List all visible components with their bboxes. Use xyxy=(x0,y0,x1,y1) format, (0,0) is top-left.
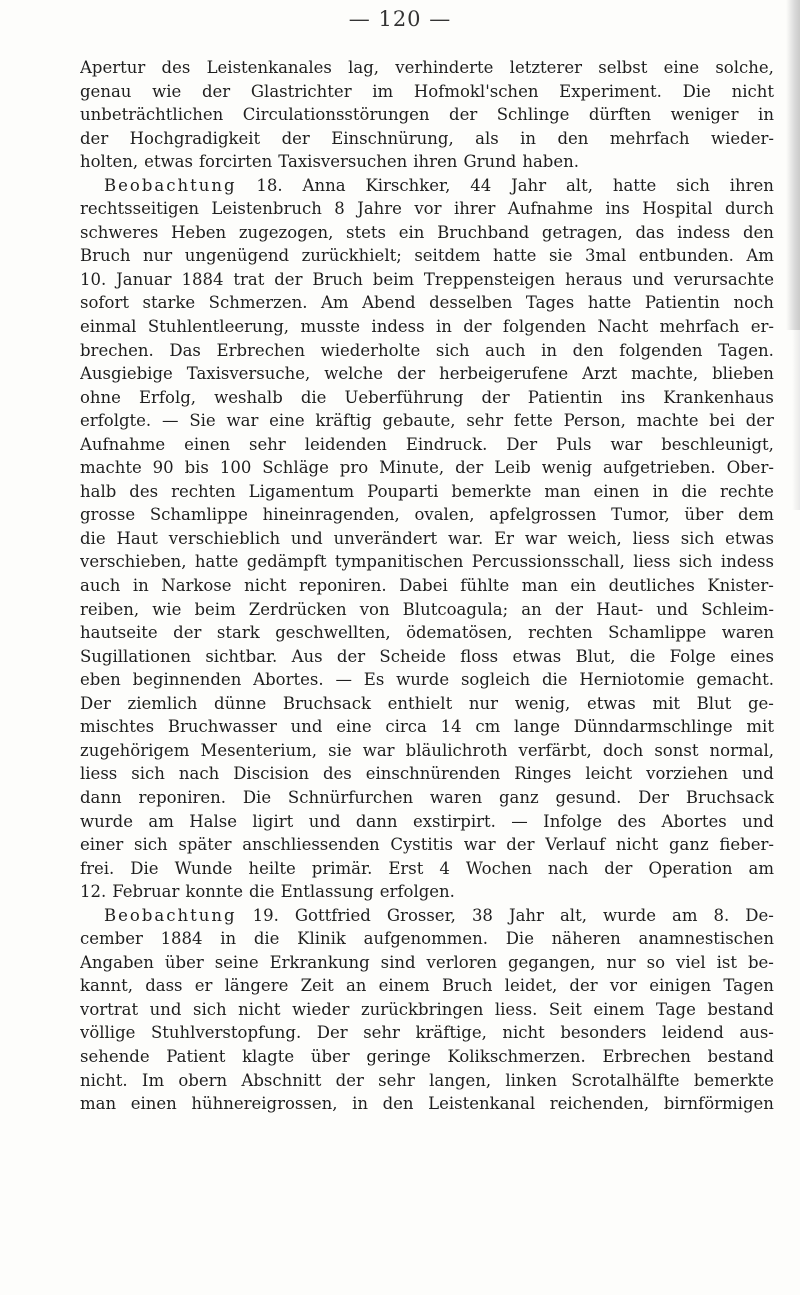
text-line: sehende Patient klagte über geringe Kolikschmerzen. Erbrechen bestand xyxy=(80,1046,774,1066)
text-line: dann reponiren. Die Schnürfurchen waren ganz gesund. Der Bruchsack xyxy=(80,787,774,807)
text-line: kannt, dass er längere Zeit an einem Bruch leidet, der vor einigen Tagen xyxy=(80,976,774,996)
text-line: verschieben, hatte gedämpft tympanitischen Percussionsschall, liess sich indess xyxy=(80,552,774,572)
text-line: Bruch nur ungenügend zurückhielt; seitdem hatte sie 3mal entbunden. Am xyxy=(80,246,774,266)
text-line: Sugillationen sichtbar. Aus der Scheide floss etwas Blut, die Folge eines xyxy=(80,646,774,666)
text-line: halb des rechten Ligamentum Pouparti bemerkte man einen in die rechte xyxy=(80,481,774,501)
text-line: sofort starke Schmerzen. Am Abend desselben Tages hatte Patientin noch xyxy=(80,293,774,313)
text-line: rechtsseitigen Leistenbruch 8 Jahre vor ihrer Aufnahme ins Hospital durch xyxy=(80,199,774,219)
text-line: wurde am Halse ligirt und dann exstirpirt. — Infolge des Abortes und xyxy=(80,811,774,831)
text-line: frei. Die Wunde heilte primär. Erst 4 Wochen nach der Operation am xyxy=(80,858,774,878)
text-line: erfolgte. — Sie war eine kräftig gebaute, sehr fette Person, machte bei der xyxy=(80,411,774,431)
text-line: 12. Februar konnte die Entlassung erfolgen. xyxy=(80,882,455,902)
text-line: Ausgiebige Taxisversuche, welche der herbeigerufene Arzt machte, blieben xyxy=(80,364,774,384)
text-line: grosse Schamlippe hineinragenden, ovalen, apfelgrossen Tumor, über dem xyxy=(80,505,774,525)
text-line: Aufnahme einen sehr leidenden Eindruck. Der Puls war beschleunigt, xyxy=(80,434,774,454)
text-line: völlige Stuhlverstopfung. Der sehr kräftige, nicht besonders leidend aus- xyxy=(80,1023,774,1043)
text-line: Apertur des Leistenkanales lag, verhinderte letzterer selbst eine solche, xyxy=(80,58,774,77)
text-line: ohne Erfolg, weshalb die Ueberführung der Patientin ins Krankenhaus xyxy=(80,387,774,407)
text-line: mischtes Bruchwasser und eine circa 14 cm lange Dünndarmschlinge mit xyxy=(80,717,774,737)
text-line: vortrat und sich nicht wieder zurückbringen liess. Seit einem Tage bestand xyxy=(80,999,774,1019)
text-line: reiben, wie beim Zerdrücken von Blutcoagula; an der Haut- und Schleim- xyxy=(80,599,774,619)
text-line: brechen. Das Erbrechen wiederholte sich auch in den folgenden Tagen. xyxy=(80,340,774,360)
text-line: Angaben über seine Erkrankung sind verloren gegangen, nur so viel ist be- xyxy=(80,952,774,972)
text-line: cember 1884 in die Klinik aufgenommen. Die näheren anamnestischen xyxy=(80,929,774,949)
text-line: machte 90 bis 100 Schläge pro Minute, der Leib wenig aufgetrieben. Ober- xyxy=(80,458,774,478)
page-edge-shadow-lower xyxy=(792,330,800,510)
text-line: liess sich nach Discision des einschnürenden Ringes leicht vorziehen und xyxy=(80,764,774,784)
text-line: hautseite der stark geschwellten, ödematösen, rechten Schamlippe waren xyxy=(80,623,774,643)
text-line: die Haut verschieblich und unverändert war. Er war weich, liess sich etwas xyxy=(80,528,774,548)
text-line: nicht. Im obern Abschnitt der sehr langen, linken Scrotalhälfte bemerkte xyxy=(80,1070,774,1090)
body-text xyxy=(80,56,774,1116)
text-line: Beobachtung 18. Anna Kirschker, 44 Jahr alt, hatte sich ihren xyxy=(104,175,774,195)
text-line: einmal Stuhlentleerung, musste indess in der folgenden Nacht mehrfach er- xyxy=(80,317,774,337)
text-line: der Hochgradigkeit der Einschnürung, als in den mehrfach wieder- xyxy=(80,128,774,148)
text-line: unbeträchtlichen Circulationsstörungen der Schlinge dürften weniger in xyxy=(80,105,774,125)
text-line: Beobachtung 19. Gottfried Grosser, 38 Jahr alt, wurde am 8. De- xyxy=(104,905,774,925)
text-line: einer sich später anschliessenden Cystitis war der Verlauf nicht ganz fieber- xyxy=(80,835,774,855)
text-line: auch in Narkose nicht reponiren. Dabei fühlte man ein deutliches Knister- xyxy=(80,576,774,596)
page-number: — 120 — xyxy=(348,7,452,31)
text-line: man einen hühnereigrossen, in den Leistenkanal reichenden, birnförmigen xyxy=(80,1094,774,1114)
text-line: schweres Heben zugezogen, stets ein Bruchband getragen, das indess den xyxy=(80,222,774,242)
text-line: genau wie der Glastrichter im Hofmokl'schen Experiment. Die nicht xyxy=(80,81,774,101)
text-line: holten, etwas forcirten Taxisversuchen ihren Grund haben. xyxy=(80,152,579,172)
page-edge-shadow xyxy=(786,0,800,330)
text-line: eben beginnenden Abortes. — Es wurde sogleich die Herniotomie gemacht. xyxy=(80,670,774,690)
text-line: 10. Januar 1884 trat der Bruch beim Treppensteigen heraus und verursachte xyxy=(80,269,774,289)
text-line: zugehörigem Mesenterium, sie war bläulichroth verfärbt, doch sonst normal, xyxy=(80,740,774,760)
text-line: Der ziemlich dünne Bruchsack enthielt nur wenig, etwas mit Blut ge- xyxy=(80,693,774,713)
